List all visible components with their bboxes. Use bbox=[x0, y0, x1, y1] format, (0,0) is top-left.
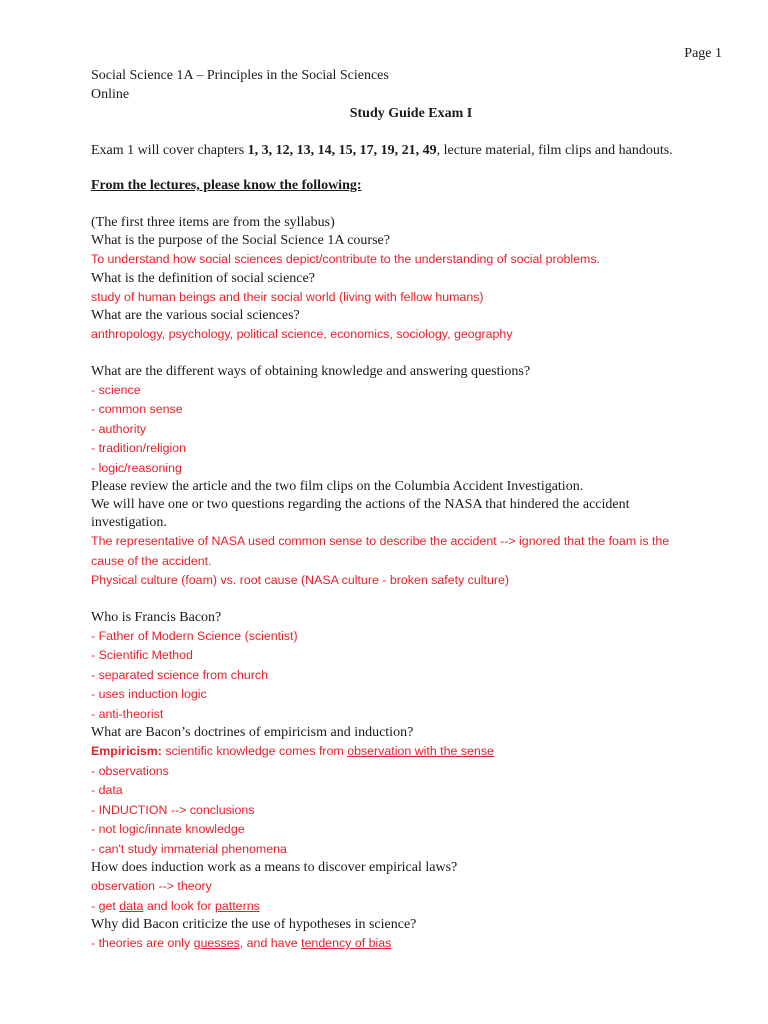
hypotheses-mid: , and have bbox=[239, 936, 302, 950]
empiricism-text: scientific knowledge comes from bbox=[161, 744, 348, 758]
answer-definition: study of human beings and their social world (living with fellow humans) bbox=[91, 289, 484, 304]
question-bacon: Who is Francis Bacon? bbox=[91, 609, 222, 625]
question-nasa-line1: We will have one or two questions regarding the actions of the NASA that hindered the accident bbox=[91, 497, 630, 512]
list-item: - authority bbox=[91, 421, 147, 436]
question-doctrines: What are Bacon’s doctrines of empiricism and induction? bbox=[91, 725, 414, 740]
induction-data: data bbox=[119, 898, 144, 913]
question-knowledge-ways: What are the different ways of obtaining knowledge and answering questions? bbox=[91, 363, 531, 379]
answer-induction-2 bbox=[91, 897, 731, 917]
induction-patterns: patterns bbox=[215, 898, 260, 913]
induction-prefix: - get bbox=[91, 898, 120, 913]
answer-induction-1: observation --> theory bbox=[91, 879, 212, 893]
list-item: - logic/reasoning bbox=[91, 460, 182, 475]
list-item: - can't study immaterial phenomena bbox=[91, 841, 287, 856]
course-title: Social Science 1A – Principles in the Social Sciences bbox=[91, 68, 389, 83]
question-induction: How does induction work as a means to discover empirical laws? bbox=[91, 860, 458, 875]
empiricism-underline: observation with the sense bbox=[347, 744, 494, 758]
list-item: - separated science from church bbox=[91, 667, 268, 682]
answer-nasa-culture: Physical culture (foam) vs. root cause (NASA culture - broken safety culture) bbox=[91, 573, 510, 587]
list-item: - observations bbox=[91, 763, 169, 778]
answer-hypotheses bbox=[91, 934, 731, 954]
induction-mid: and look for bbox=[143, 898, 216, 913]
answer-empiricism bbox=[91, 742, 731, 762]
question-social-sciences: What are the various social sciences? bbox=[91, 308, 300, 323]
review-instruction: Please review the article and the two film clips on the Columbia Accident Investigation. bbox=[91, 479, 584, 494]
exam-coverage-prefix: Exam 1 will cover chapters bbox=[91, 143, 248, 158]
course-mode: Online bbox=[91, 87, 130, 102]
list-item: - common sense bbox=[91, 402, 183, 416]
syllabus-note: (The first three items are from the syllabus) bbox=[91, 215, 335, 230]
list-item: - Father of Modern Science (scientist) bbox=[91, 628, 298, 643]
document-title: Study Guide Exam I bbox=[349, 106, 473, 121]
list-item: - Scientific Method bbox=[91, 648, 193, 662]
exam-coverage-suffix: , lecture material, film clips and handouts. bbox=[436, 143, 673, 158]
list-item: - science bbox=[91, 382, 141, 397]
question-purpose: What is the purpose of the Social Science 1A course? bbox=[91, 233, 390, 248]
question-definition: What is the definition of social science? bbox=[91, 270, 315, 286]
lectures-heading: From the lectures, please know the following: bbox=[91, 178, 362, 193]
hypotheses-guesses: guesses bbox=[193, 936, 240, 950]
answer-social-sciences: anthropology, psychology, political science, economics, sociology, geography bbox=[91, 327, 513, 341]
hypotheses-bias: tendency of bias bbox=[301, 936, 392, 950]
list-item: - not logic/innate knowledge bbox=[91, 822, 245, 836]
list-item: - data bbox=[91, 783, 123, 797]
document-body bbox=[91, 66, 731, 954]
answer-nasa-line2: cause of the accident. bbox=[91, 553, 212, 568]
list-item: - INDUCTION --> conclusions bbox=[91, 802, 255, 817]
answer-nasa-line1: The representative of NASA used common sense to describe the accident --> ignored that the foam is the bbox=[91, 534, 670, 548]
question-nasa-line2: investigation. bbox=[91, 515, 167, 530]
page-number: Page 1 bbox=[684, 46, 722, 61]
answer-purpose: To understand how social sciences depict/contribute to the understanding of social problems. bbox=[91, 252, 601, 266]
list-item: - tradition/religion bbox=[91, 441, 187, 455]
list-item: - uses induction logic bbox=[91, 687, 207, 701]
list-item: - anti-theorist bbox=[91, 706, 164, 721]
hypotheses-prefix: - theories are only bbox=[91, 936, 194, 950]
exam-coverage bbox=[91, 141, 731, 160]
exam-chapters: 1, 3, 12, 13, 14, 15, 17, 19, 21, 49 bbox=[247, 143, 437, 158]
empiricism-label: Empiricism: bbox=[91, 744, 162, 758]
question-hypotheses: Why did Bacon criticize the use of hypotheses in science? bbox=[91, 917, 417, 932]
